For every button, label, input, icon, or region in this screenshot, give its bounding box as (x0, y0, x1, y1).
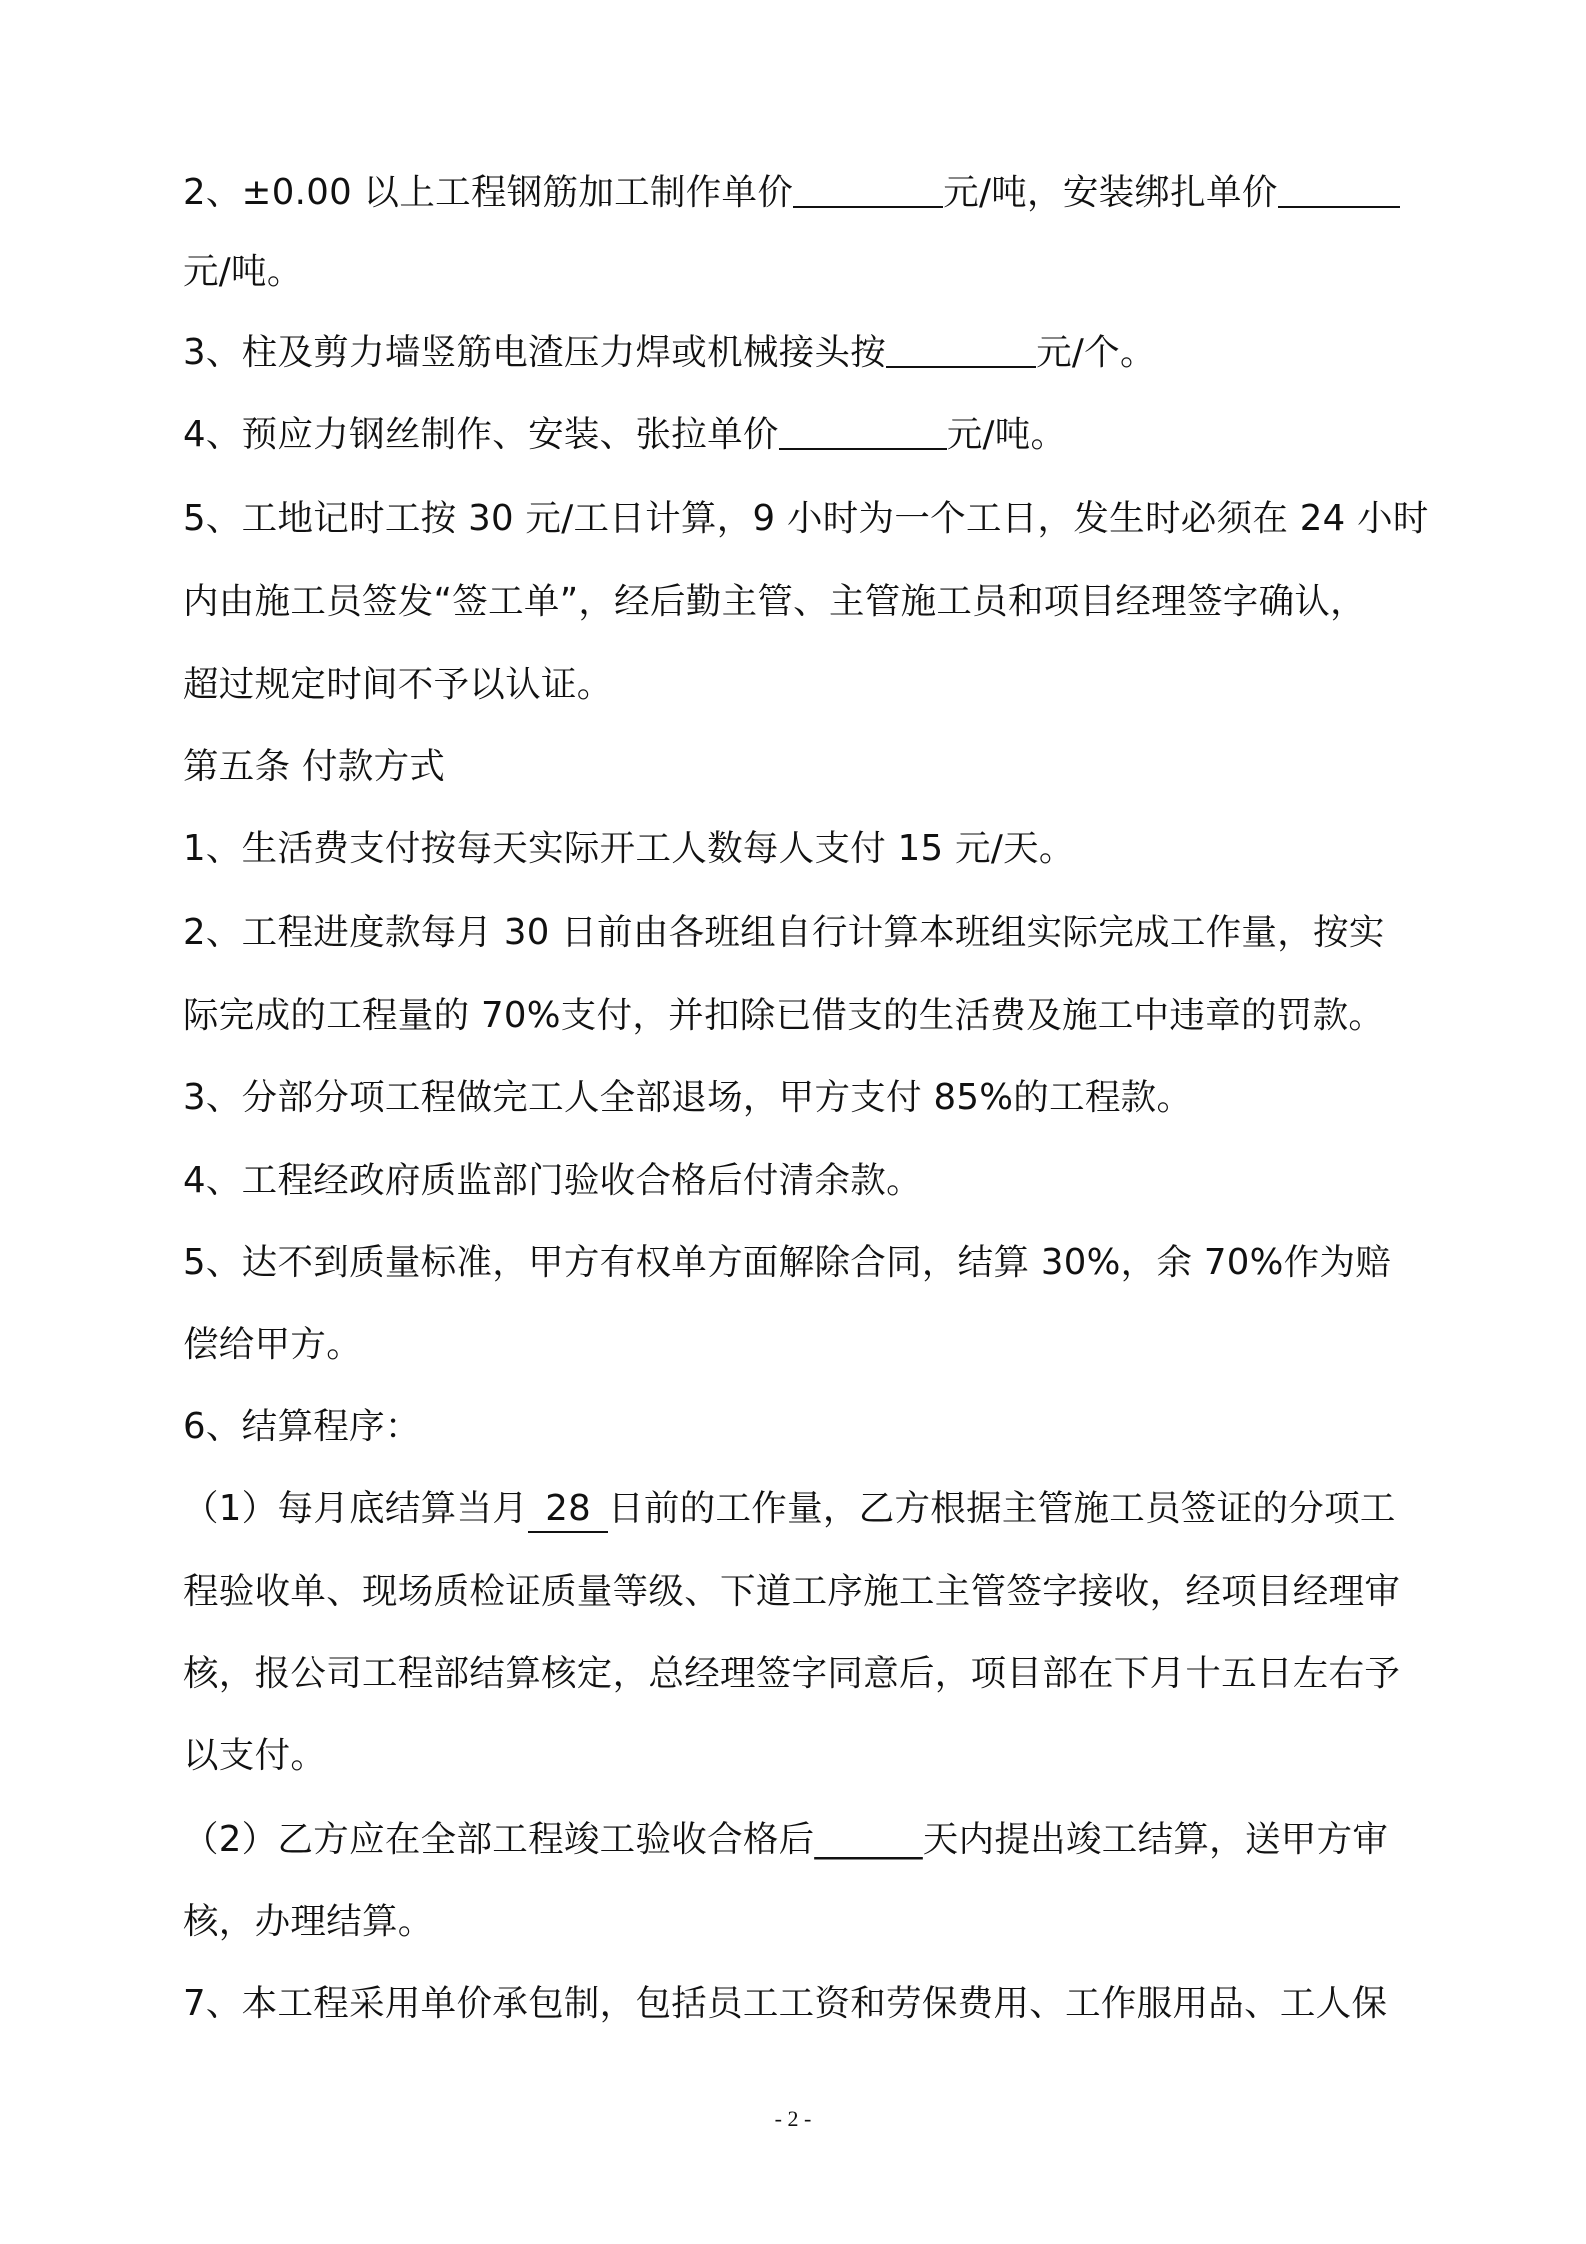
text-line (183, 994, 1384, 1038)
line-text: 2、工程进度款每月 30 日前由各班组自行计算本班组实际完成工作量，按实 (183, 912, 1385, 953)
text-line (183, 1487, 1396, 1531)
text-line (183, 497, 1429, 541)
line-text: 内由施工员签发“签工单”，经后勤主管、主管施工员和项目经理签字确认， (183, 581, 1366, 622)
text-line (183, 1159, 922, 1203)
line-text: 4、预应力钢丝制作、安装、张拉单价 (183, 414, 779, 455)
text-line (183, 1734, 326, 1778)
text-line (183, 413, 1066, 457)
line-text: 际完成的工程量的 70%支付，并扣除已借支的生活费及施工中违章的罚款。 (183, 995, 1385, 1036)
line-text: 1、生活费支付按每天实际开工人数每人支付 15 元/天。 (183, 828, 1075, 869)
line-text: （1）每月底结算当月 (183, 1488, 529, 1529)
text-line (183, 1900, 434, 1944)
line-text: 7、本工程采用单价承包制，包括员工工资和劳保费用、工作服用品、工人保 (183, 1983, 1388, 2024)
line-text: 超过规定时间不予以认证。 (183, 664, 613, 705)
text-line (183, 911, 1385, 955)
text-line (183, 1818, 1388, 1862)
text-line (183, 1982, 1387, 2026)
line-text: 日前的工作量，乙方根据主管施工员签证的分项工 (608, 1488, 1396, 1529)
line-text: 核，报公司工程部结算核定，总经理签字同意后，项目部在下月十五日左右予 (183, 1653, 1401, 1694)
line-text: 3、柱及剪力墙竖筋电渣压力焊或机械接头按 (183, 332, 887, 373)
text-line (183, 663, 613, 707)
text-line (183, 1652, 1400, 1696)
line-text: （2）乙方应在全部工程竣工验收合格后______天内提出竣工结算，送甲方审 (183, 1819, 1389, 1860)
section-heading (183, 745, 445, 789)
line-text: 核，办理结算。 (183, 1901, 434, 1942)
text-line (183, 1405, 421, 1449)
line-text: 2、±0.00 以上工程钢筋加工制作单价 (183, 172, 794, 213)
text-line (183, 1570, 1400, 1614)
line-text: 3、分部分项工程做完工人全部退场，甲方支付 85%的工程款。 (183, 1077, 1193, 1118)
fill-blank (1278, 174, 1400, 208)
fill-blank (886, 334, 1036, 368)
fill-blank (779, 416, 947, 450)
line-text: 5、工地记时工按 30 元/工日计算，9 小时为一个工日，发生时必须在 24 小时 (183, 498, 1429, 539)
line-text: 4、工程经政府质监部门验收合格后付清余款。 (183, 1160, 922, 1201)
text-line (183, 171, 1400, 215)
page-number: - 2 - (774, 2106, 812, 2131)
text-line (183, 1323, 362, 1367)
text-line (183, 580, 1366, 624)
line-text: 偿给甲方。 (183, 1324, 363, 1365)
text-line (183, 827, 1075, 871)
line-text: 元/个。 (1036, 332, 1156, 373)
line-text: 元/吨。 (183, 251, 303, 292)
line-text: 程验收单、现场质检证质量等级、下道工序施工主管签字接收，经项目经理审 (183, 1571, 1401, 1612)
line-text: 5、达不到质量标准，甲方有权单方面解除合同，结算 30%，余 70%作为赔 (183, 1242, 1392, 1283)
filled-value: 28 (528, 1487, 608, 1533)
text-line (183, 331, 1156, 375)
line-text: 第五条 付款方式 (183, 746, 446, 787)
text-line (183, 1241, 1391, 1285)
line-text: 6、结算程序： (183, 1406, 421, 1447)
text-line (183, 1076, 1192, 1120)
fill-blank (793, 174, 943, 208)
line-text: 元/吨。 (946, 414, 1067, 455)
line-text: 元/吨，安装绑扎单价 (943, 172, 1278, 213)
text-line (183, 250, 303, 294)
line-text: 以支付。 (183, 1735, 327, 1776)
